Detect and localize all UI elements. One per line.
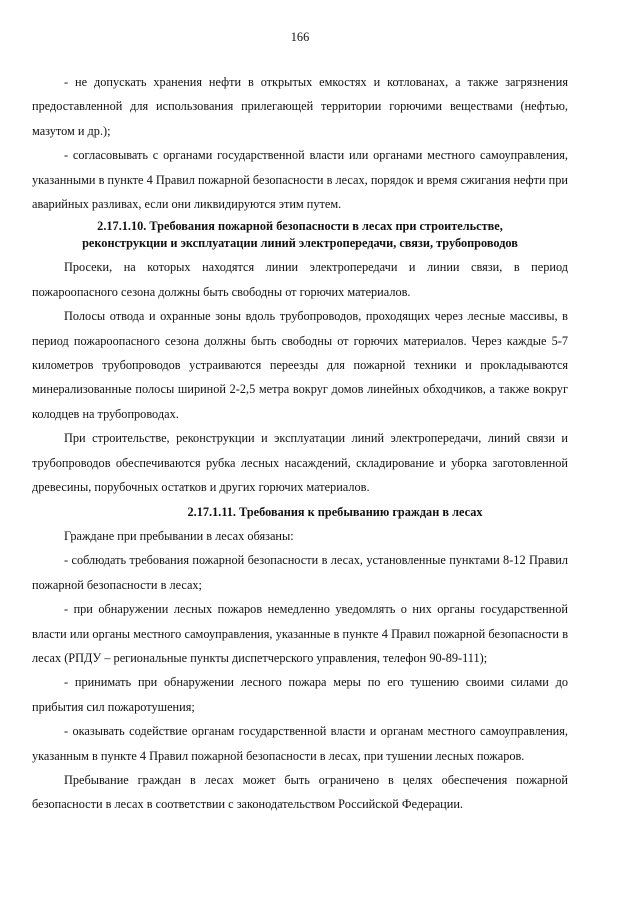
paragraph: - при обнаружении лесных пожаров немедленно уведомлять о них органы государственной власти или органы местного самоуправления, указанные в пункте 4 Правил пожарной безопасности в лесах (РПДУ – региональные пункты диспетчерского управления, телефон 90-89-111); — [32, 602, 568, 665]
paragraph: Пребывание граждан в лесах может быть ограничено в целях обеспечения пожарной безопасности в лесах в соответствии с законодательством Российской Федерации. — [32, 772, 568, 812]
paragraph: Граждане при пребывании в лесах обязаны: — [64, 528, 294, 543]
paragraph: - согласовывать с органами государственной власти или органами местного самоуправления, указанными в пункте 4 Правил пожарной безопасности в лесах, порядок и время сжигания нефти при аварийных разливах, если они ликвидируются этим путем. — [32, 148, 568, 212]
paragraph: - не допускать хранения нефти в открытых емкостях и котлованах, а также загрязнения предоставленной для использования прилегающей территории горючими веществами (нефтью, мазутом и др.); — [32, 75, 568, 138]
paragraph: - соблюдать требования пожарной безопасности в лесах, установленные пунктами 8-12 Правил пожарной безопасности в лесах; — [32, 553, 568, 592]
section-heading — [32, 218, 568, 251]
heading-line: реконструкции и эксплуатации линий электропередачи, связи, трубопроводов — [82, 235, 518, 250]
page-number: 166 — [290, 30, 310, 44]
paragraph: Просеки, на которых находятся линии электропередачи и линии связи, в период пожароопасного сезона должны быть свободны от горючих материалов. — [32, 260, 568, 299]
heading-line: 2.17.1.10. Требования пожарной безопасности в лесах при строительстве, — [97, 219, 503, 234]
document-page — [32, 29, 568, 817]
paragraph: - принимать при обнаружении лесного пожара меры по его тушению своими силами до прибытия сил пожаротушения; — [32, 675, 568, 714]
section-heading: 2.17.1.11. Требования к пребыванию граждан в лесах — [187, 504, 483, 519]
paragraph: При строительстве, реконструкции и эксплуатации линий электропередачи, линий связи и трубопроводов обеспечиваются рубка лесных насаждений, складирование и уборка заготовленной древесины, порубочных остатков и других горючих материалов. — [32, 431, 568, 495]
paragraph: Полосы отвода и охранные зоны вдоль трубопроводов, проходящих через лесные массивы, в период пожароопасного сезона должны быть свободны от горючих материалов. Через каждые 5-7 километров трубопроводов устраиваются переезды для пожарной техники и прокладываются минерализованные полосы шириной 2-2,5 метра вокруг домов линейных обходчиков, а также вокруг колодцев на трубопроводах. — [32, 309, 568, 421]
paragraph: - оказывать содействие органам государственной власти и органам местного самоуправления, указанным в пункте 4 Правил пожарной безопасности в лесах, при тушении лесных пожаров. — [32, 724, 568, 763]
